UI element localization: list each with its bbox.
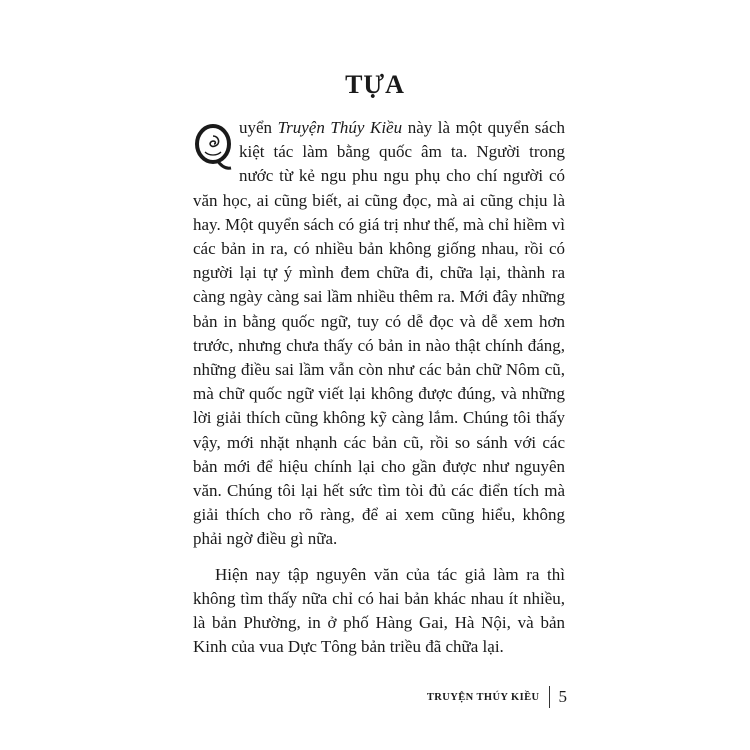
page-number: 5 xyxy=(558,687,567,706)
first-word-rest: uyển xyxy=(239,118,273,137)
book-title-italic: Truyện Thúy Kiều xyxy=(277,118,403,137)
paragraph-1-text: này là một quyển sách kiệt tác làm bằng quốc âm ta. Người trong nước từ kẻ ngu phu ngu phụ cho chí người có văn học, ai cũng biết, ai cũng đọc, mà ai cũng chịu là hay. Một quyển sách có giá trị như thế, mà chỉ hiềm vì các bản in ra, có nhiều bản không giống nhau, rồi có người lại tự ý mình đem chữa đi, chữa lại, thành ra càng ngày càng sai lầm nhiều thêm ra. Mới đây những bản in bằng quốc ngữ, tuy có dễ đọc và dễ xem hơn trước, nhưng chưa thấy có bản in nào thật chính đáng, những điều sai lầm vẫn còn như các bản chữ Nôm cũ, mà chữ quốc ngữ viết lại không được đúng, và những lời giải thích cũng không kỹ càng lắm. Chúng tôi thấy vậy, mới nhặt nhạnh các bản cũ, rồi so sánh với các bản mới để hiệu chính lại cho gần được như nguyên văn. Chúng tôi lại hết sức tìm tòi đủ các điển tích mà giải thích cho rõ ràng, để ai xem cũng hiểu, không phải ngờ điều gì nữa. xyxy=(193,118,565,549)
page-footer xyxy=(427,686,567,708)
body-text xyxy=(193,116,565,659)
paragraph-1 xyxy=(193,116,565,552)
paragraph-2: Hiện nay tập nguyên văn của tác giả làm ra thì không tìm thấy nữa chỉ có hai bản khác nhau ít nhiều, là bản Phường, in ở phố Hàng Gai, Hà Nội, và bản Kinh của vua Dực Tông bản triều đã chữa lại. xyxy=(193,564,565,657)
drop-cap-letter xyxy=(193,122,233,174)
chapter-heading: TỰA xyxy=(345,70,405,99)
drop-cap xyxy=(193,122,233,174)
running-head: TRUYỆN THÚY KIỀU xyxy=(426,691,540,703)
